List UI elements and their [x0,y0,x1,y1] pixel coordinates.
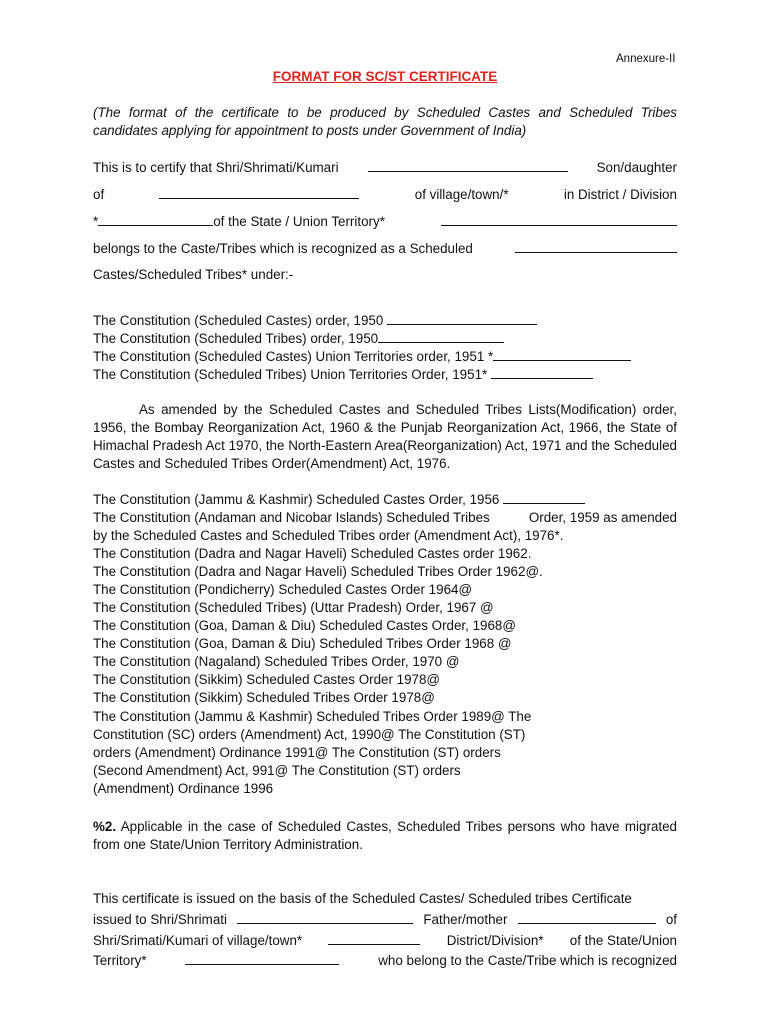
issued-name-blank[interactable] [237,911,413,924]
order-item: The Constitution (Nagaland) Scheduled Tribes Order, 1970 @ [93,654,460,669]
district-text: in District / Division [563,187,677,202]
district-division-text: District/Division* [446,933,544,948]
point-2-label: %2. [93,819,117,834]
order-item: The Constitution (Sikkim) Scheduled Tribes Order 1978@ [93,690,435,705]
order-item [93,509,677,527]
parent-name-blank[interactable] [159,186,359,199]
order-item: The Constitution (Jammu & Kashmir) Scheduled Tribes Order 1989@ The [93,709,532,724]
orders-list-1 [93,312,683,384]
order-item [93,366,683,384]
order-item: (Second Amendment) Act, 991@ The Constitution (ST) orders [93,763,461,778]
issued-text: This certificate is issued on the basis of the Scheduled Castes/ Scheduled tribes Certificate [93,891,632,906]
order-item: orders (Amendment) Ordinance 1991@ The Constitution (ST) orders [93,745,501,760]
order-item: (Amendment) Ordinance 1996 [93,781,274,796]
page-title-text: FORMAT FOR SC/ST CERTIFICATE [272,69,498,84]
father-mother-blank[interactable] [518,911,656,924]
order-item [93,312,683,330]
state-blank[interactable] [441,213,677,226]
order-item: The Constitution (Scheduled Tribes) (Uttar Pradesh) Order, 1967 @ [93,600,494,615]
issued-to-text: issued to Shri/Shrimati [93,912,227,927]
certify-line-3-start [93,213,385,229]
order-text: The Constitution (Jammu & Kashmir) Scheduled Castes Order, 1956 [93,492,500,507]
certify-text: This is to certify that Shri/Shrimati/Kumari [93,160,339,175]
order-item: The Constitution (Sikkim) Scheduled Castes Order 1978@ [93,672,441,687]
order-item [93,491,683,509]
order-text: The Constitution (Andaman and Nicobar Islands) Scheduled Tribes [93,510,490,525]
order-blank[interactable] [387,312,537,325]
point-2-text: Applicable in the case of Scheduled Castes, Scheduled Tribes persons who have migrated from one State/Union Territory Administration. [93,819,677,852]
issued-line-1 [93,891,677,906]
belong-text: who belong to the Caste/Tribe which is recognized [378,953,677,968]
amended-paragraph: As amended by the Scheduled Castes and Scheduled Tribes Lists(Modification) order, 1956, the Bombay Reorganization Act, 1960 & the Punjab Reorganization Act, 1966, the State of Himachal Pradesh Act 1970, the North-Eastern Area(Reorganization) Act, 1971 and the Scheduled Castes and Scheduled Tribes Order(Amendment) Act, 1976. [93,402,677,471]
order-item: by the Scheduled Castes and Scheduled Tribes order (Amendment Act), 1976*. [93,528,564,543]
state-text: of the State / Union Territory* [213,214,385,229]
of-text: of [665,912,677,927]
order-blank[interactable] [503,491,585,504]
order-text: The Constitution (Scheduled Tribes) order, 1950 [93,331,379,346]
order-text: The Constitution (Scheduled Tribes) Union Territories Order, 1951* [93,367,488,382]
order-item: The Constitution (Goa, Daman & Diu) Scheduled Tribes Order 1968 @ [93,636,512,651]
point-2-paragraph [93,818,677,854]
intro-paragraph: (The format of the certificate to be produced by Scheduled Castes and Scheduled Tribes candidates applying for appointment to posts under Government of India) [93,105,677,138]
certify-line-2 [93,186,677,202]
state-union-text: of the State/Union [569,933,677,948]
issued-line-3 [93,932,677,948]
order-item: The Constitution (Pondicherry) Scheduled Castes Order 1964@ [93,582,473,597]
order-item: The Constitution (Dadra and Nagar Haveli) Scheduled Tribes Order 1962@. [93,564,543,579]
order-item [93,330,683,348]
caste-blank[interactable] [515,240,677,253]
order-text: The Constitution (Scheduled Castes) Union Territories order, 1951 * [93,349,494,364]
page-title [0,69,770,84]
division-blank[interactable] [98,213,213,226]
order-item [93,348,683,366]
territory-blank[interactable] [185,952,339,965]
order-blank[interactable] [493,348,631,361]
village-town-text: Shri/Srimati/Kumari of village/town* [93,933,303,948]
order-blank[interactable] [491,366,593,379]
order-text: Order, 1959 as amended [528,510,677,525]
order-text: The Constitution (Scheduled Castes) order, 1950 [93,313,384,328]
son-daughter-text: Son/daughter [596,160,677,175]
order-item: Constitution (SC) orders (Amendment) Act, 1990@ The Constitution (ST) [93,727,526,742]
village-text: of village/town/* [414,187,509,202]
belongs-text: belongs to the Caste/Tribes which is recognized as a Scheduled [93,241,473,256]
order-item: The Constitution (Dadra and Nagar Haveli) Scheduled Castes order 1962. [93,546,532,561]
issued-line-4 [93,952,677,968]
territory-text: Territory* [93,953,147,968]
of-text: of [93,187,105,202]
orders-list-2 [93,491,683,707]
orders-list-3 [93,708,683,798]
certify-line-3 [93,213,677,229]
order-item: The Constitution (Goa, Daman & Diu) Scheduled Castes Order, 1968@ [93,618,516,633]
certify-line-1 [93,159,677,175]
village-blank[interactable] [328,932,420,945]
order-blank[interactable] [378,330,504,343]
certify-line-4 [93,240,677,256]
annexure-label: Annexure-II [616,53,676,65]
castes-under-text: Castes/Scheduled Tribes* under:- [93,267,294,282]
father-mother-text: Father/mother [423,912,508,927]
issued-line-2 [93,911,677,927]
name-blank[interactable] [368,159,568,172]
asterisk-text: * [93,214,99,229]
